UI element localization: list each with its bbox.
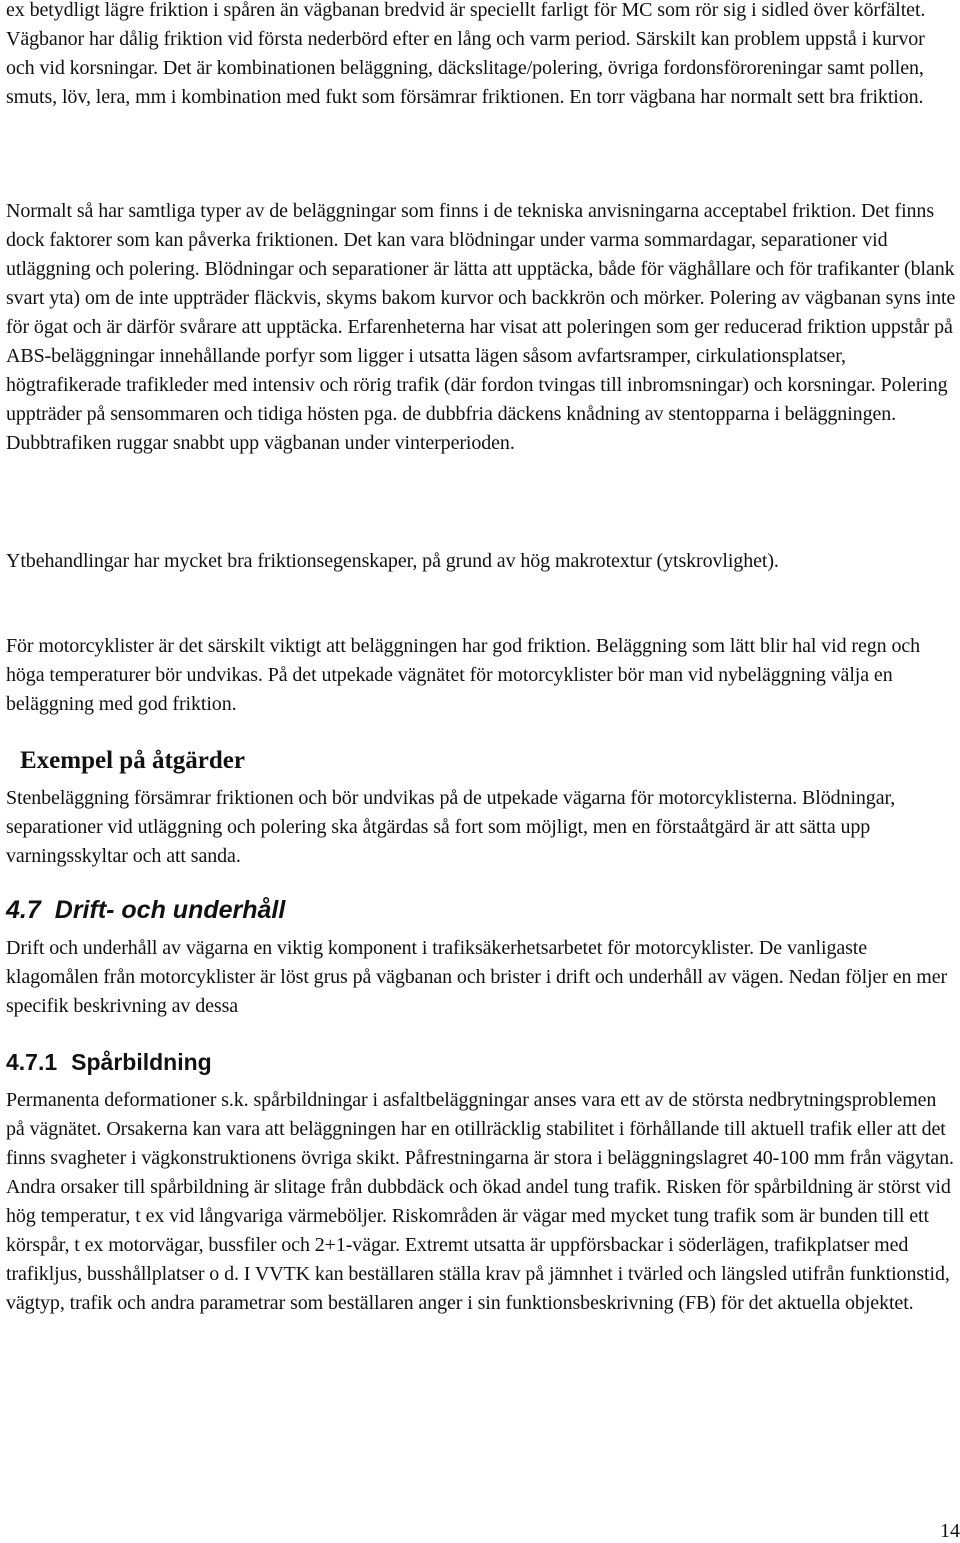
paragraph-surface-treatments: Ytbehandlingar har mycket bra friktionsegenskaper, på grund av hög makrotextur (ytskrovlighet). <box>6 550 779 572</box>
paragraph-operations-maintenance: Drift och underhåll av vägarna en viktig komponent i trafiksäkerhetsarbetet för motorcyklister. De vanligaste klagomålen från motorcyklister är löst grus på vägbanan och brister i drift och underhåll av vägen. Nedan följer en mer specifik beskrivning av dessa <box>6 937 948 1017</box>
heading-section-4-7-1 <box>6 1046 212 1078</box>
paragraph-friction-tracks: ex betydligt lägre friktion i spåren än vägbanan bredvid är speciellt farligt för MC som rör sig i sidled över körfältet. Vägbanor har dålig friktion vid första nederbörd efter en lång och varm period. Särskilt kan problem uppstå i kurvor och vid korsningar. Det är kombinationen beläggning, däckslitage/polering, övriga fordonsföroreningar samt pollen, smuts, löv, lera, mm i kombination med fukt som försämrar friktionen. En torr vägbana har normalt sett bra friktion. <box>6 0 926 108</box>
paragraph-normal-friction: Normalt så har samtliga typer av de beläggningar som finns i de tekniska anvisningarna acceptabel friktion. Det finns dock faktorer som kan påverka friktionen. Det kan vara blödningar under varma sommardagar, separationer vid utläggning och polering. Blödningar och separationer är lätta att upptäcka, både för väghållare och för trafikanter (blank svart yta) om de inte uppträder fläckvis, skyms bakom kurvor och backkrön och mörker. Polering av vägbanan syns inte för ögat och är därför svårare att upptäcka. Erfarenheterna har visat att poleringen som ger reducerad friktion uppstår på ABS-beläggningar innehållande porfyr som ligger i utsatta lägen såsom avfartsramper, cirkulationsplatser, högtrafikerade trafikleder med intensiv och rörig trafik (där fordon tvingas till inbromsningar) och korsningar. Polering uppträder på sensommaren och tidiga hösten pga. de dubbfria däckens knådning av stentopparna i beläggningen. Dubbtrafiken ruggar snabbt upp vägbanan under vinterperioden. <box>6 200 956 454</box>
subsection-number: 4.7.1 <box>6 1049 58 1075</box>
section-number: 4.7 <box>6 896 41 924</box>
section-title: Drift- och underhåll <box>54 896 286 924</box>
subsection-title: Spårbildning <box>71 1049 212 1075</box>
paragraph-example-measures: Stenbeläggning försämrar friktionen och bör undvikas på de utpekade vägarna för motorcyklisterna. Blödningar, separationer vid utläggning och polering ska åtgärdas så fort som möjligt, men en förstaåtgärd är att sätta upp varningsskyltar och att sanda. <box>6 787 896 867</box>
paragraph-motorcyclists-friction: För motorcyklister är det särskilt viktigt att beläggningen har god friktion. Beläggning som lätt blir hal vid regn och höga temperaturer bör undvikas. På det utpekade vägnätet för motorcyklister bör man vid nybeläggning välja en beläggning med god friktion. <box>6 635 921 715</box>
paragraph-rutting: Permanenta deformationer s.k. spårbildningar i asfaltbeläggningar anses vara ett av de största nedbrytningsproblemen på vägnätet. Orsakerna kan vara att beläggningen har en otillräcklig stabilitet i förhållande till aktuell trafik eller att det finns svagheter i vägkonstruktionens övriga skikt. Påfrestningarna är stora i beläggningslagret 40-100 mm från vägytan. Andra orsaker till spårbildning är slitage från dubbdäck och ökad andel tung trafik. Risken för spårbildning är störst vid hög temperatur, t ex vid långvariga värmeböljer. Riskområden är vägar med mycket tung trafik som är bunden till ett körspår, t ex motorvägar, bussfiler och 2+1-vägar. Extremt utsatta är uppförsbackar i söderlägen, trafikplatser med trafikljus, busshållplatser o d. I VVTK kan beställaren ställa krav på jämnhet i tvärled och längsled utifrån funktionstid, vägtyp, trafik och andra parametrar som beställaren anger i sin funktionsbeskrivning (FB) för det aktuella objektet. <box>6 1089 954 1314</box>
page-number: 14 <box>940 1520 960 1542</box>
heading-section-4-7 <box>6 893 285 927</box>
heading-example-measures: Exempel på åtgärder <box>20 747 245 774</box>
